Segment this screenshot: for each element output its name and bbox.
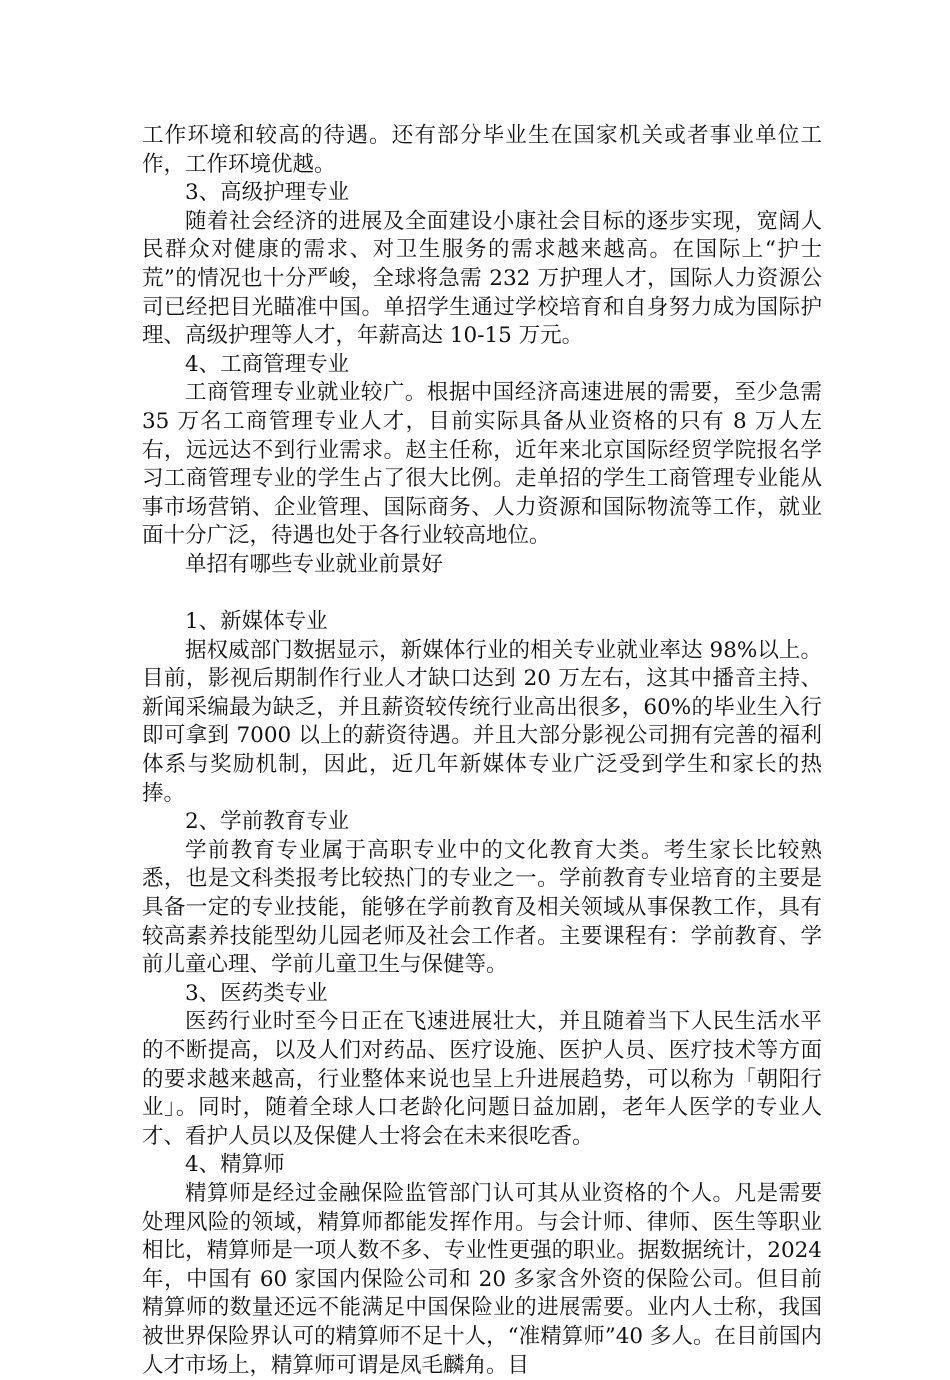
paragraph-medicine: 医药行业时至今日正在飞速进展壮大，并且随着当下人民生活水平的不断提高，以及人们对药品、医疗设施、医护人员、医疗技术等方面的要求越来越高，行业整体来说也呈上升进展趋势，可以称为「朝阳行业」。同时，随着全球人口老龄化问题日益加剧，老年人医学的专业人才、看护人员以及保健人士将会在未来很吃香。 xyxy=(142,1009,822,1149)
heading-business-management: 4、工商管理专业 xyxy=(185,351,350,377)
paragraph-nursing: 随着社会经济的进展及全面建设小康社会目标的逐步实现，宽阔人民群众对健康的需求、对卫生服务的需求越来越高。在国际上“护士荒”的情况也十分严峻，全球将急需 232 万护理人才，国际人力资源公司已经把目光瞄准中国。单招学生通过学校培育和自身努力成为国际护理、高级护理等人才，年薪高达 10-15 万元。 xyxy=(142,208,822,349)
blank-line xyxy=(142,580,822,609)
section-title: 单招有哪些专业就业前景好 xyxy=(185,551,444,577)
paragraph-actuary: 精算师是经过金融保险监管部门认可其从业资格的个人。凡是需要处理风险的领域，精算师都能发挥作用。与会计师、律师、医生等职业相比，精算师是一项人数不多、专业性更强的职业。据数据统计，2024 年，中国有 60 家国内保险公司和 20 多家含外资的保险公司。但目前精算师的数量还远不能满足中国保险业的进展需要。业内人士称，我国被世界保险界认可的精算师不足十人，“准精算师”40 多人。在目前国内人才市场上，精算师可谓是凤毛麟角。目 xyxy=(142,1180,822,1378)
paragraph-business-management: 工商管理专业就业较广。根据中国经济高速进展的需要，至少急需 35 万名工商管理专业人才，目前实际具备从业资格的只有 8 万人左右，远远达不到行业需求。赵主任称，近年来北京国际经贸学院报名学习工商管理专业的学生占了很大比例。走单招的学生工商管理专业能从事市场营销、企业管理、国际商务、人力资源和国际物流等工作，就业面十分广泛，待遇也处于各行业较高地位。 xyxy=(142,380,822,549)
paragraph-preschool-education: 学前教育专业属于高职专业中的文化教育大类。考生家长比较熟悉，也是文科类报考比较热门的专业之一。学前教育专业培育的主要是具备一定的专业技能，能够在学前教育及相关领域从事保教工作，具有较高素养技能型幼儿园老师及社会工作者。主要课程有：学前教育、学前儿童心理、学前儿童卫生与保健等。 xyxy=(142,837,822,978)
heading-medicine: 3、医药类专业 xyxy=(185,980,328,1006)
paragraph-continuation: 工作环境和较高的待遇。还有部分毕业生在国家机关或者事业单位工作，工作环境优越。 xyxy=(142,123,822,177)
heading-nursing: 3、高级护理专业 xyxy=(185,180,350,206)
paragraph-new-media: 据权威部门数据显示，新媒体行业的相关专业就业率达 98%以上。目前，影视后期制作行业人才缺口达到 20 万左右，这其中播音主持、新闻采编最为缺乏，并且薪资较传统行业高出很多，60%的毕业生入行即可拿到 7000 以上的薪资待遇。并且大部分影视公司拥有完善的福利体系与奖励机制，因此，近几年新媒体专业广泛受到学生和家长的热捧。 xyxy=(142,637,822,806)
heading-preschool-education: 2、学前教育专业 xyxy=(185,809,350,835)
heading-actuary: 4、精算师 xyxy=(185,1152,285,1178)
document-page xyxy=(142,122,822,1380)
heading-new-media: 1、新媒体专业 xyxy=(185,609,328,635)
